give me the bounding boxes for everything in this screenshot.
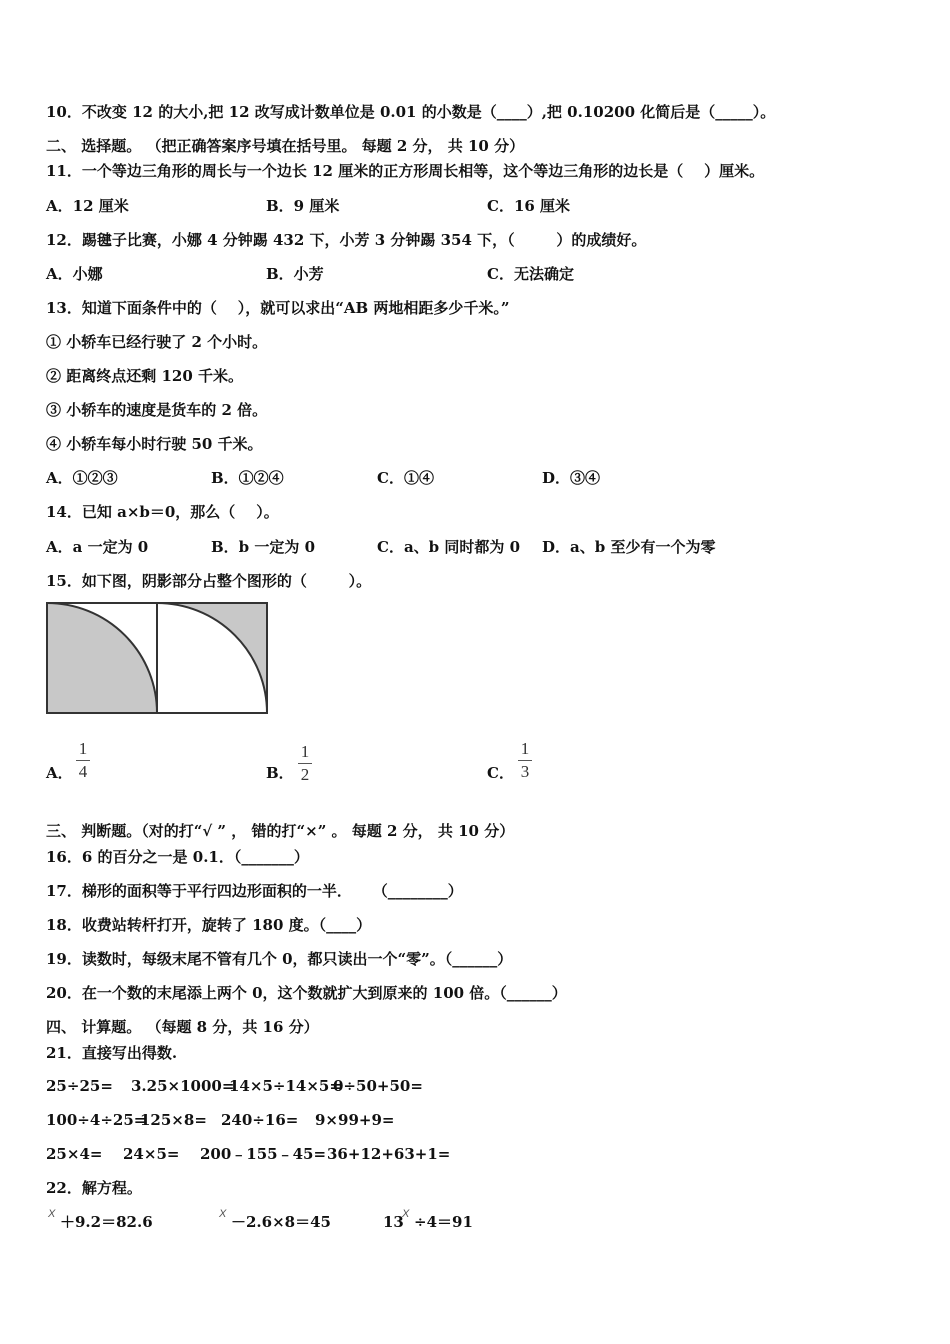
equation-3-coefficient: 13	[383, 1213, 404, 1231]
q13-condition-1: ① 小轿车已经行驶了 2 个小时。	[46, 333, 268, 351]
q14-option-b: B．b 一定为 0	[211, 538, 316, 556]
fraction-denominator: 2	[300, 765, 310, 784]
q11-option-a: A．12 厘米	[46, 197, 129, 215]
question-12-stem: 12．踢毽子比赛，小娜 4 分钟踢 432 下，小芳 3 分钟踢 354 下，（ ）的成绩好。	[46, 231, 647, 249]
q14-option-a: A．a 一定为 0	[46, 538, 149, 556]
q15-option-a-label: A．	[46, 764, 73, 782]
calc-item: 240÷16=	[221, 1111, 299, 1129]
calc-item: 200﹣155﹣45=	[200, 1145, 327, 1163]
q11-option-c: C．16 厘米	[487, 197, 571, 215]
q15-option-a-fraction	[74, 740, 92, 781]
q12-option-a: A．小娜	[46, 265, 103, 283]
q11-option-b: B．9 厘米	[266, 197, 340, 215]
variable-x: X	[48, 1208, 56, 1220]
calc-item: 3.25×1000=	[131, 1077, 235, 1095]
q13-condition-3: ③ 小轿车的速度是货车的 2 倍。	[46, 401, 268, 419]
calc-item: 9×99+9=	[315, 1111, 395, 1129]
equation-1: ＋9.2＝82.6	[60, 1213, 153, 1231]
question-19: 19．读数时，每级末尾不管有几个 0，都只读出一个“零”。（______）	[46, 950, 513, 968]
question-22-stem: 22．解方程。	[46, 1179, 142, 1197]
fraction-denominator: 3	[520, 762, 530, 781]
q13-condition-2: ② 距离终点还剩 120 千米。	[46, 367, 243, 385]
variable-x: X	[219, 1208, 227, 1220]
q13-option-d: D．③④	[542, 469, 601, 487]
q15-option-b-label: B．	[266, 764, 294, 782]
question-14-stem: 14．已知 a×b＝0，那么（ ）。	[46, 503, 279, 521]
calc-item: 14×5÷14×5=	[229, 1077, 342, 1095]
equation-2: －2.6×8＝45	[231, 1213, 331, 1231]
left-quarter-circle-shaded	[47, 603, 157, 713]
q15-option-b-fraction	[296, 743, 314, 784]
shaded-squares-figure	[46, 602, 270, 718]
section-4-heading: 四、 计算题。 （每题 8 分，共 16 分）	[46, 1018, 319, 1036]
question-20: 20．在一个数的末尾添上两个 0，这个数就扩大到原来的 100 倍。（______）	[46, 984, 567, 1002]
q15-option-c-fraction	[516, 740, 534, 781]
question-17: 17．梯形的面积等于平行四边形面积的一半． （________）	[46, 882, 463, 900]
q14-option-c: C．a、b 同时都为 0	[377, 538, 521, 556]
question-18: 18．收费站转杆打开，旋转了 180 度。（____）	[46, 916, 372, 934]
calc-item: 125×8=	[140, 1111, 207, 1129]
q12-option-c: C．无法确定	[487, 265, 574, 283]
q13-option-a: A．①②③	[46, 469, 118, 487]
question-16: 16．6 的百分之一是 0.1．（_______）	[46, 848, 309, 866]
calc-item: 24×5=	[123, 1145, 180, 1163]
calc-item: 25÷25=	[46, 1077, 113, 1095]
question-13-stem: 13．知道下面条件中的（ ），就可以求出“AB 两地相距多少千米。”	[46, 299, 510, 317]
calc-item: 36+12+63+1=	[327, 1145, 451, 1163]
q14-option-d: D．a、b 至少有一个为零	[542, 538, 716, 556]
variable-x: X	[402, 1208, 410, 1220]
q12-option-b: B．小芳	[266, 265, 324, 283]
right-corner-shaded	[157, 603, 267, 713]
fraction-numerator: 1	[300, 742, 310, 761]
question-11-stem: 11．一个等边三角形的周长与一个边长 12 厘米的正方形周长相等，这个等边三角形的边长是（ ）厘米。	[46, 162, 765, 180]
question-10: 10．不改变 12 的大小,把 12 改写成计数单位是 0.01 的小数是（____）,把 0.10200 化简后是（_____）。	[46, 103, 776, 121]
q13-condition-4: ④ 小轿车每小时行驶 50 千米。	[46, 435, 263, 453]
calc-item: 25×4=	[46, 1145, 103, 1163]
fraction-denominator: 4	[78, 762, 88, 781]
q15-option-c-label: C．	[487, 764, 514, 782]
question-21-stem: 21．直接写出得数.	[46, 1044, 178, 1062]
question-15-stem: 15．如下图，阴影部分占整个图形的（ ）。	[46, 572, 372, 590]
q13-option-c: C．①④	[377, 469, 434, 487]
calc-item: 100÷4÷25=	[46, 1111, 147, 1129]
equation-3: ÷4＝91	[414, 1213, 473, 1231]
fraction-numerator: 1	[78, 739, 88, 758]
fraction-numerator: 1	[520, 739, 530, 758]
section-2-heading: 二、 选择题。 （把正确答案序号填在括号里。 每题 2 分， 共 10 分）	[46, 137, 525, 155]
q13-option-b: B．①②④	[211, 469, 284, 487]
section-3-heading: 三、 判断题。（对的打“√ ” ， 错的打“×” 。 每题 2 分， 共 10 分）	[46, 822, 515, 840]
calc-item: 0÷50+50=	[333, 1077, 423, 1095]
